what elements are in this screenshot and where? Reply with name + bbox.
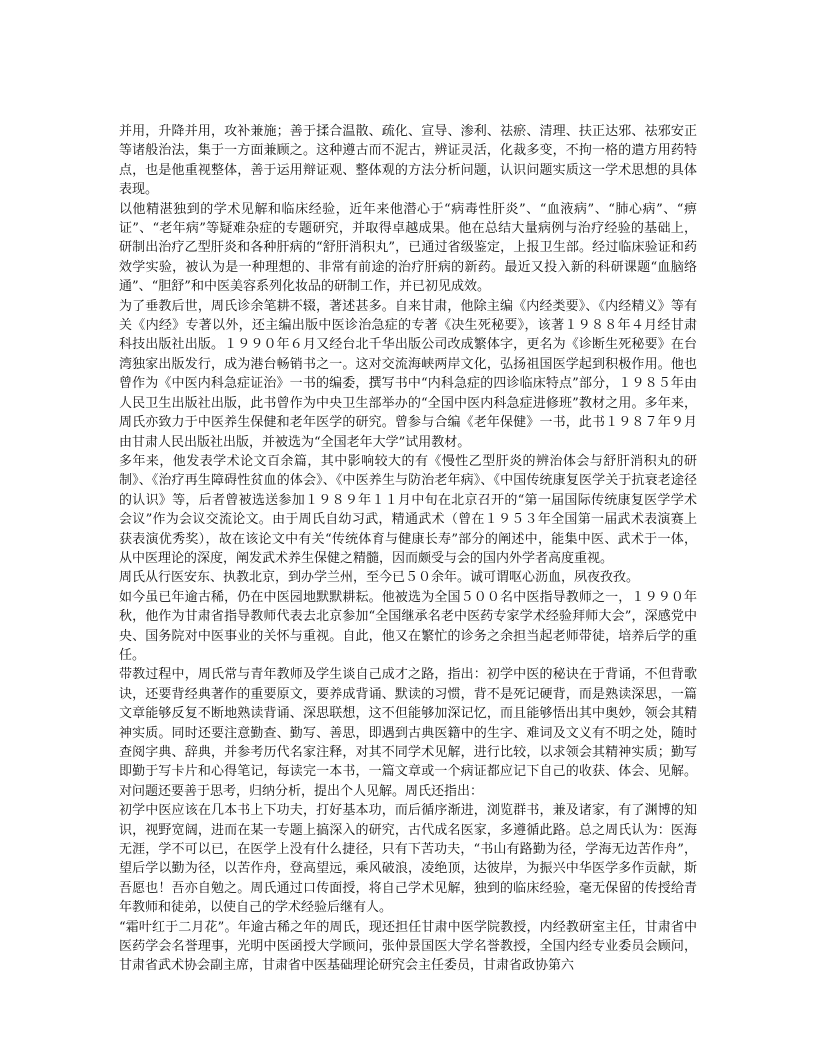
paragraph-publications: 为了垂教后世，周氏诊余笔耕不辍，著述甚多。自来甘肃，他除主编《内经类要》、《内经精义》等有关《内经》专著以外，还主编出版中医诊治急症的专著《决生死秘要》，该著１９８８年４月经甘肃科技出版社出版。１９９０年６月又经台北千华出版公司改成繁体字，更名为《诊断生死秘要》在台湾独家出版发行，成为港台畅销书之一。这对交流海峡两岸文化，弘扬祖国医学起到积极作用。他也曾作为《中医内科急症证治》一书的编委，撰写书中“内科急症的四诊临床特点”部分，１９８５年由人民卫生出版社出版，此书曾作为中央卫生部举办的“全国中医内科急症进修班”教材之用。多年来，周氏亦致力于中医养生保健和老年医学的研究。曾参与合编《老年保健》一书，此书１９８７年９月由甘肃人民出版社出版，并被选为“全国老年大学”试用教材。 [119,298,697,450]
paragraph-career-span: 周氏从行医安东、执教北京，到办学兰州，至今已５０余年。诚可谓呕心沥血，夙夜孜孜。 [119,570,640,586]
paragraph-treatment-methods: 并用，升降并用，攻补兼施；善于揉合温散、疏化、宣导、渗利、祛瘀、清理、扶正达邪、祛邪安正等诸般治法，集于一方面兼顾之。这种遵古而不泥古，辨证灵活，化裁多变，不拘一格的遣方用药特点，也是他重视整体，善于运用辩证观、整体观的方法分析问题，认识问题实质这一学术思想的具体表现。 [119,124,697,198]
paragraph-current-positions: “霜叶红于二月花”。年逾古稀之年的周氏，现还担任甘肃中医学院教授，内经教研室主任，甘肃省中医药学会名誉理事，光明中医函授大学顾问，张仲景国医大学名誉教授，全国内经专业委员会顾问，甘肃省武术协会副主席，甘肃省中医基础理论研究会主任委员，甘肃省政协第六 [119,919,697,974]
paragraph-research-results: 以他精湛独到的学术见解和临床经验，近年来他潜心于“病毒性肝炎”、“血液病”、“肺心病”、“痹证”、“老年病”等疑难杂症的专题研究，并取得卓越成果。他在总结大量病例与治疗经验的基础上，研制出治疗乙型肝炎和各种肝病的“舒肝消积丸”，已通过省级鉴定，上报卫生部。经过临床验证和药效学实验，被认为是一种理想的、非常有前途的治疗肝病的新药。最近又投入新的科研课题“血脑络通”、“胆舒”和中医美容系列化妆品的研制工作，并已初见成效。 [119,201,697,295]
paragraph-study-path: 初学中医应该在几本书上下功夫，打好基本功，而后循序渐进，浏览群书，兼及诸家，有了渊博的知识，视野宽阔，进而在某一专题上搞深入的研究，古代成名医家，多遵循此路。总之周氏认为：医海无涯，学不可以已，在医学上没有什么捷径，只有下苦功夫，“书山有路勤为径，学海无边苦作舟”，望后学以勤为径，以苦作舟，登高望远，乘风破浪，凌绝顶，达彼岸，为振兴中华医学多作贡献，斯吾愿也！吾亦自勉之。周氏通过口传面授，将自己学术见解，独到的临床经验，毫无保留的传授给青年教师和徒弟，以使自己的学术经验后继有人。 [119,803,697,916]
paragraph-study-advice: 带教过程中，周氏常与青年教师及学生谈自己成才之路，指出：初学中医的秘诀在于背诵，不但背歌诀，还要背经典著作的重要原文，要养成背诵、默读的习惯，背不是死记硬背，而是熟读深思，一篇文章能够反复不断地熟读背诵、深思联想，这不但能够加深记忆，而且能够悟出其中奥妙，领会其精神实质。同时还要注意勤查、勤写、善思，即遇到古典医籍中的生字、难词及文义有不明之处，随时查阅字典、辞典，并参考历代名家注释，对其不同学术见解，进行比较，以求领会其精神实质；勤写即勤于写卡片和心得笔记，每读完一本书，一篇文章或一个病证都应记下自己的收获、体会、见解。对问题还要善于思考，归纳分析，提出个人见解。周氏还指出： [119,667,697,799]
paragraph-academic-papers: 多年来，他发表学术论文百余篇，其中影响较大的有《慢性乙型肝炎的辨治体会与舒肝消积丸的研制》、《治疗再生障碍性贫血的体会》、《中医养生与防治老年病》、《中国传统康复医学关于抗衰老途径的认识》等，后者曾被选送参加１９８９年１１月中旬在北京召开的“第一届国际传统康复医学学术会议”作为会议交流论文。由于周氏自幼习武，精通武术（曾在１９５３年全国第一届武术表演赛上获表演优秀奖），故在该论文中有关“传统体育与健康长寿”部分的阐述中，能集中医、武术于一体，从中医理论的深度，阐发武术养生保健之精髓，因而颇受与会的国内外学者高度重视。 [119,453,697,566]
paragraph-mentoring: 如今虽已年逾古稀，仍在中医园地默默耕耘。他被选为全国５００名中医指导教师之一，１９９０年秋，他作为甘肃省指导教师代表去北京参加“全国继承名老中医药专家学术经验拜师大会”，深感党中央、国务院对中医事业的关怀与重视。自此，他又在繁忙的诊务之余担当起老师带徒，培养后学的重任。 [119,589,697,663]
document-body [119,122,697,976]
